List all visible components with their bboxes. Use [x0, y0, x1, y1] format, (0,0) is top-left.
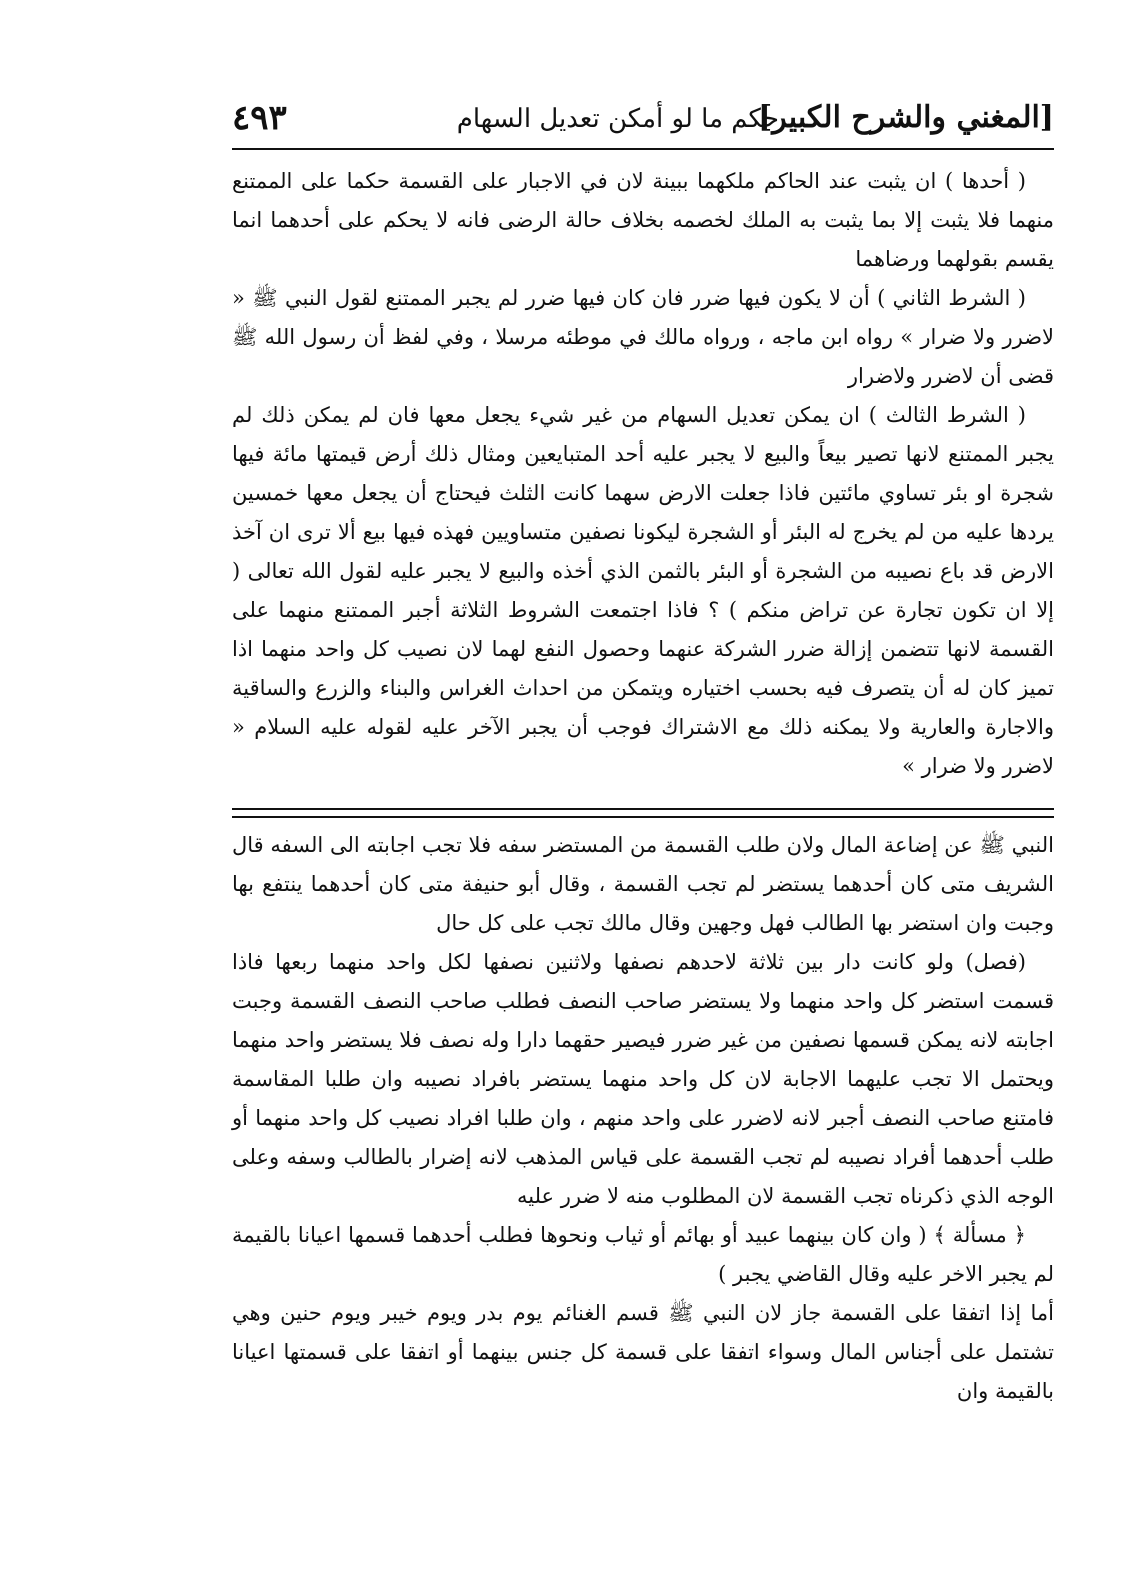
- header-rule: [232, 148, 1054, 150]
- commentary-paragraph: (فصل) ولو كانت دار بين ثلاثة لاحدهم نصفها ولاثنين نصفها لكل واحد منهما ربعها فاذا قسمت استضر كل واحد منهما ولا يستضر صاحب النصف فطلب صاحب النصف القسمة وجبت اجابته لانه يمكن قسمها نصفين من غير ضرر فيصير حقهما دارا وله نصف فلا يستضر واحد منهما ويحتمل الا تجب عليهما الاجابة لان كل واحد منهما يستضر بافراد نصيبه وان طلبا المقاسمة فامتنع صاحب النصف أجبر لانه لاضرر على واحد منهم ، وان طلبا افراد نصيب كل واحد منهما أو طلب أحدهما أفراد نصيبه لم تجب القسمة على قياس المذهب لانه إضرار بالطالب وسفه وعلى الوجه الذي ذكرناه تجب القسمة لان المطلوب منه لا ضرر عليه: [232, 950, 1054, 1208]
- commentary-paragraph: ﴿ مسألة ﴾ ( وان كان بينهما عبيد أو بهائم أو ثياب ونحوها فطلب أحدهما قسمها اعيانا بالقيمة لم يجبر الاخر عليه وقال القاضي يجبر ): [232, 1223, 1054, 1286]
- main-paragraph: ( الشرط الثاني ) أن لا يكون فيها ضرر فان كان فيها ضرر لم يجبر الممتنع لقول النبي ﷺ « لاضرر ولا ضرار » رواه ابن ماجه ، ورواه مالك في موطئه مرسلا ، وفي لفظ أن رسول الله ﷺ قضى أن لاضرر ولاضرار: [232, 286, 1054, 388]
- commentary-paragraph: أما إذا اتفقا على القسمة جاز لان النبي ﷺ قسم الغنائم يوم بدر ويوم خيبر ويوم حنين وهي تشتمل على أجناس المال وسواء اتفقا على قسمة كل جنس بينهما أو اتفقا على قسمتها اعيانا بالقيمة وان: [232, 1301, 1054, 1403]
- commentary-text: [232, 826, 1054, 1411]
- main-paragraph: ( الشرط الثالث ) ان يمكن تعديل السهام من غير شيء يجعل معها فان لم يمكن ذلك لم يجبر الممتنع لانها تصير بيعاً والبيع لا يجبر عليه أحد المتبايعين ومثال ذلك أرض قيمتها مائة فيها شجرة او بئر تساوي مائتين فاذا جعلت الارض سهما كانت الثلث فيحتاج أن يجعل معها خمسين يردها عليه من لم يخرج له البئر أو الشجرة ليكونا نصفين متساويين فهذه فيها بيع ألا ترى ان آخذ الارض قد باع نصيبه من الشجرة أو البئر بالثمن الذي أخذه والبيع لا يجبر عليه لقول الله تعالى ( إلا ان تكون تجارة عن تراض منكم ) ؟ فاذا اجتمعت الشروط الثلاثة أجبر الممتنع منهما على القسمة لانها تتضمن إزالة ضرر الشركة عنهما وحصول النفع لهما لان نصيب كل واحد منهما اذا تميز كان له أن يتصرف فيه بحسب اختياره ويتمكن من احداث الغراس والبناء والزرع والساقية والاجارة والعارية ولا يمكنه ذلك مع الاشتراك فوجب أن يجبر الآخر عليه لقوله عليه السلام « لاضرر ولا ضرار »: [232, 403, 1054, 778]
- book-title: [المغني والشرح الكبير]: [758, 100, 1054, 135]
- page-header: [232, 98, 1054, 142]
- main-text: [232, 162, 1054, 786]
- page-number: ٤٩٣: [232, 98, 287, 138]
- main-paragraph: ( أحدها ) ان يثبت عند الحاكم ملكهما ببينة لان في الاجبار على القسمة حكما على الممتنع منهما فلا يثبت إلا بما يثبت به الملك لخصمه بخلاف حالة الرضى فانه لا يحكم على أحدهما انما يقسم بقولهما ورضاهما: [232, 169, 1054, 271]
- commentary-paragraph: النبي ﷺ عن إضاعة المال ولان طلب القسمة من المستضر سفه فلا تجب اجابته الى السفه قال الشريف متى كان أحدهما يستضر لم تجب القسمة ، وقال أبو حنيفة متى كان أحدهما ينتفع بها وجبت وان استضر بها الطالب فهل وجهين وقال مالك تجب على كل حال: [232, 833, 1054, 935]
- chapter-title: حكم ما لو أمكن تعديل السهام: [456, 104, 779, 134]
- section-separator: [232, 808, 1054, 818]
